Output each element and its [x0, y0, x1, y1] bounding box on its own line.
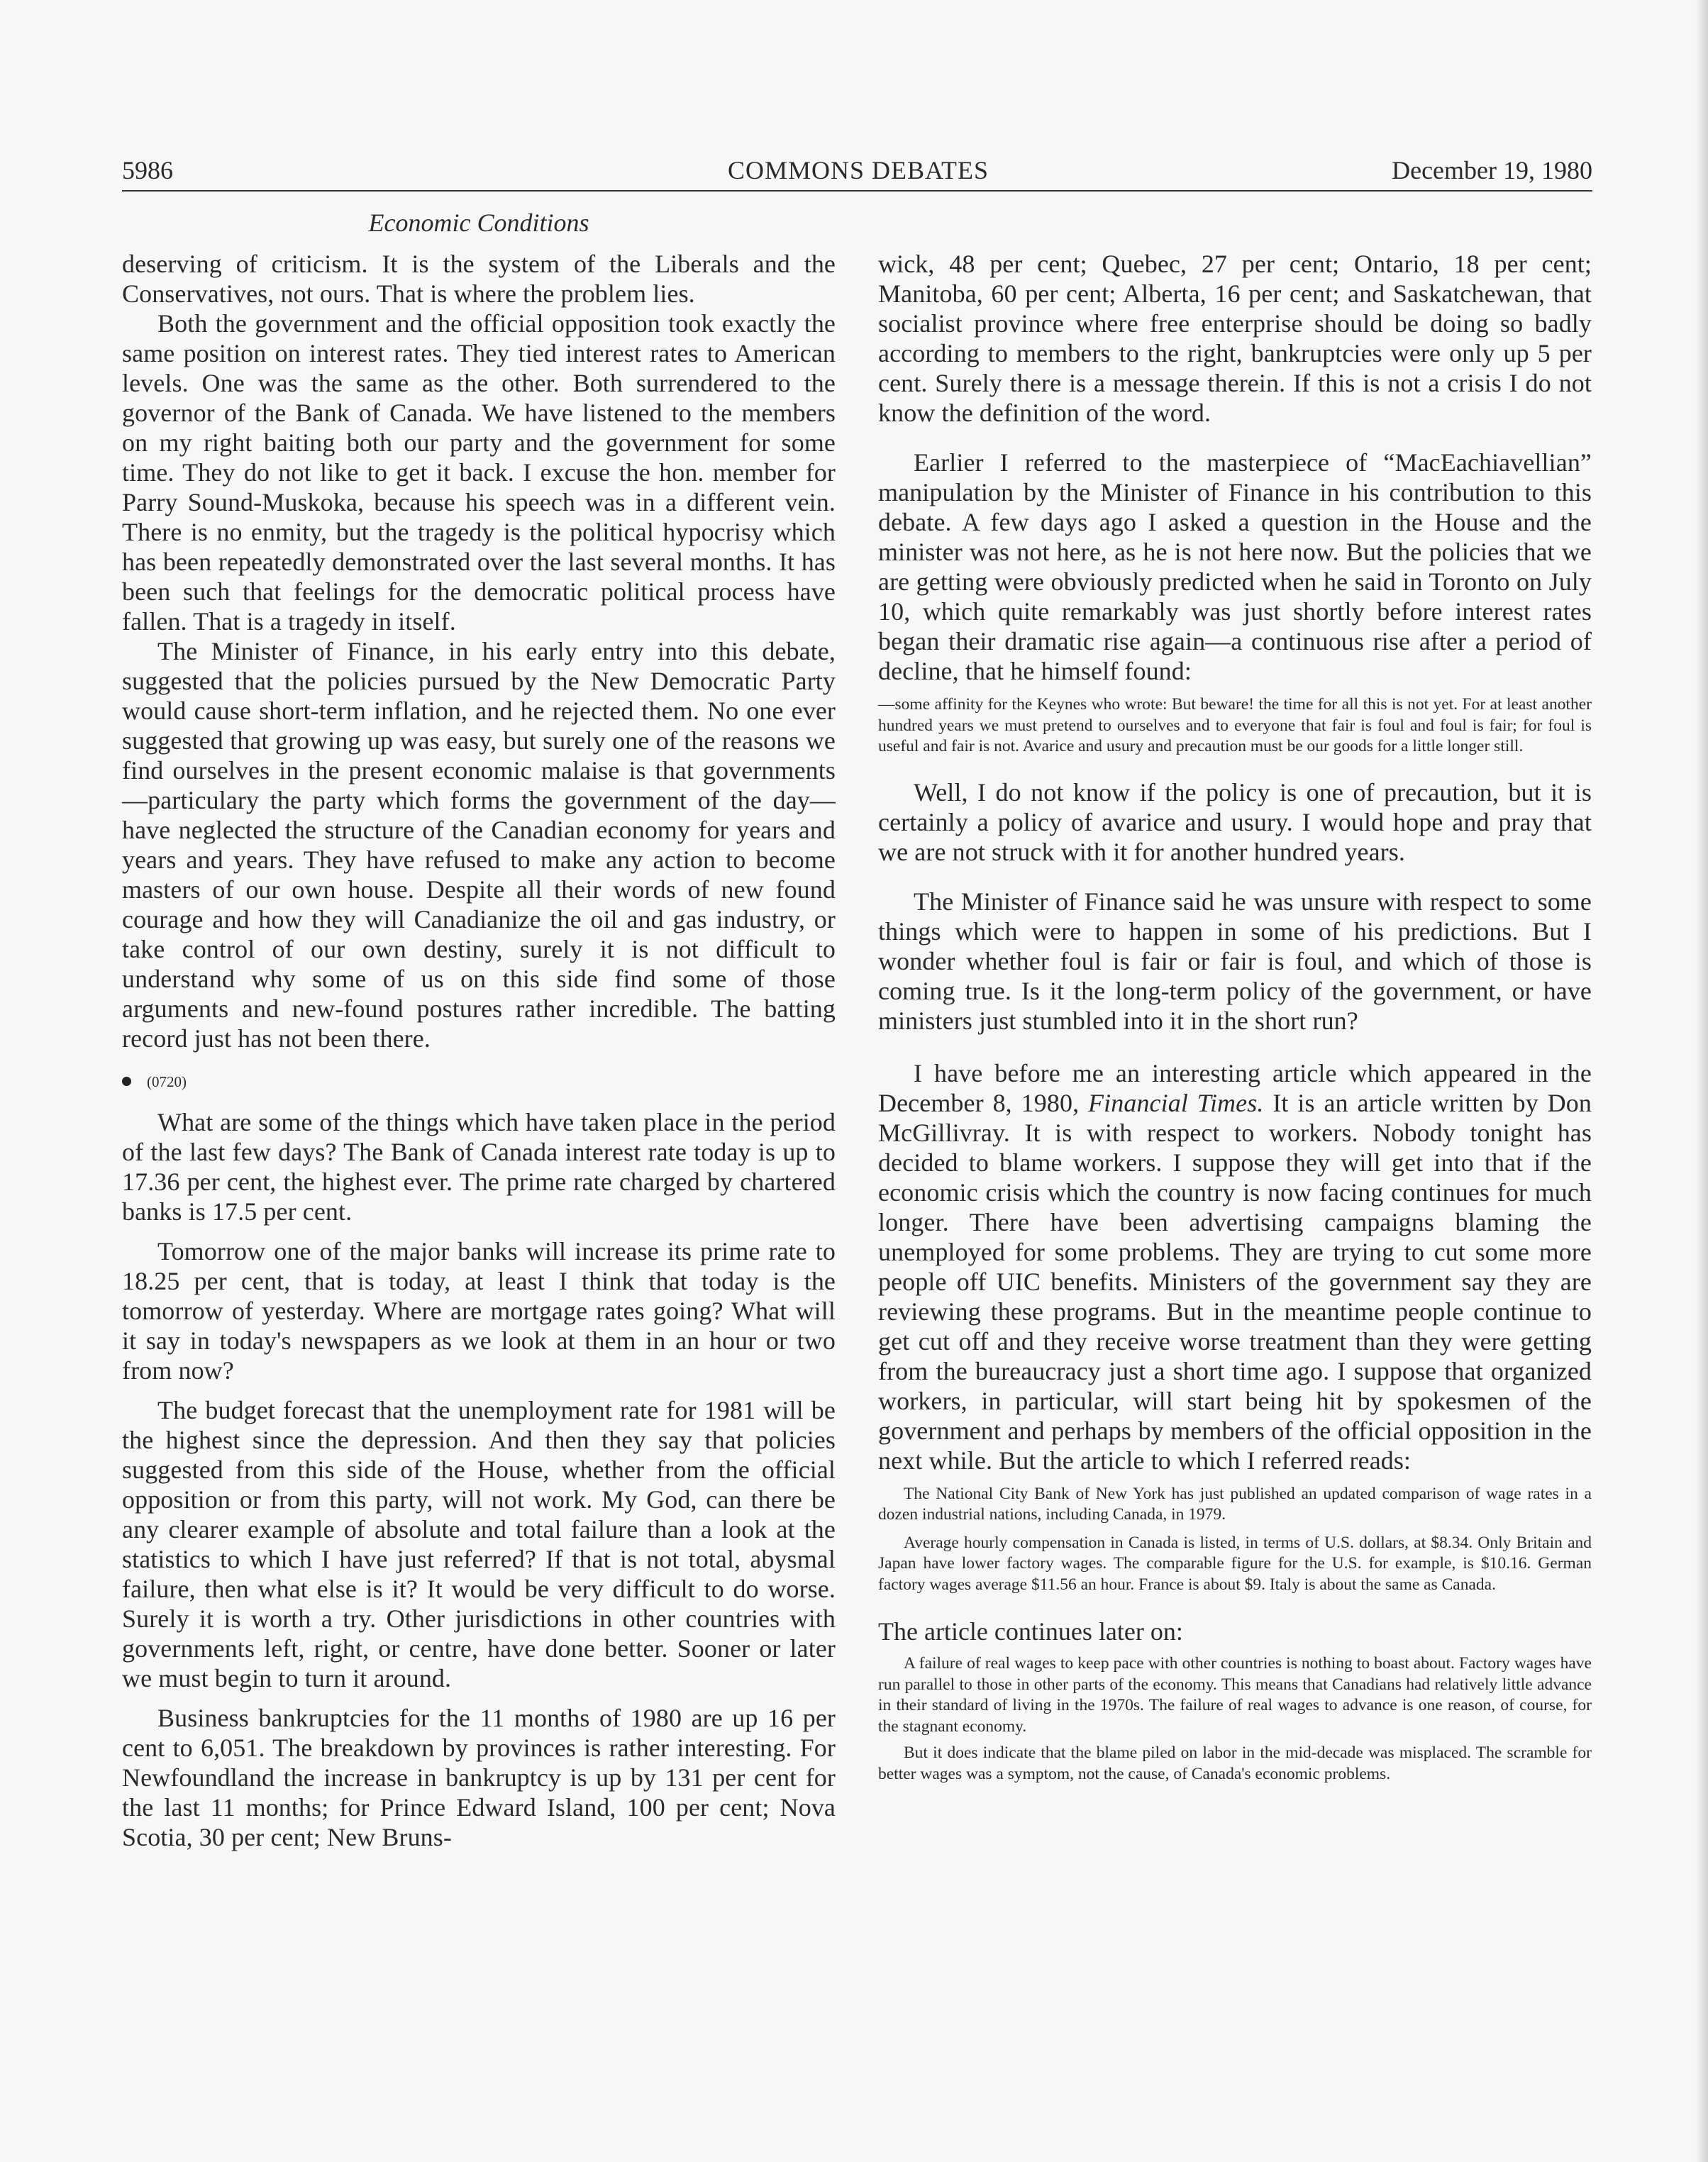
paragraph: Earlier I referred to the masterpiece of “MacEachiavellian” manipulation by the Minister of Finance in his contribution to this debate. A few days ago I asked a question in the House and the minister was not here, as he is not here now. But the policies that we are getting were obviously predicted when he said in Toronto on July 10, which quite remarkably was just shortly before interest rates began their dramatic rise again—a continuous rise after a period of decline, that he himself found:: [878, 448, 1592, 685]
block-quote: The National City Bank of New York has just published an updated comparison of wage rates in a dozen industrial nations, including Canada, in 1979.: [878, 1484, 1592, 1524]
right-column: [878, 249, 1592, 1785]
bullet-icon: [122, 1077, 131, 1086]
paragraph: Both the government and the official opposition took exactly the same position on interest rates. They tied interest rates to American levels. One was the same as the other. Both surrendered to the governor of the Bank of Canada. We have listened to the members on my right baiting both our party and the government for some time. They do not like to get it back. I excuse the hon. member for Parry Sound-Muskoka, because his speech was in a different vein. There is no enmity, but the tragedy is the political hypocrisy which has been repeatedly demonstrated over the last several months. It has been such that feelings for the democratic political process have fallen. That is a tragedy in itself.: [122, 309, 836, 636]
paragraph: wick, 48 per cent; Quebec, 27 per cent; Ontario, 18 per cent; Manitoba, 60 per cent; Alberta, 16 per cent; and Saskatchewan, that socialist province where free enterprise should be doing so badly according to members to the right, bankruptcies were only up 5 per cent. Surely there is a message therein. If this is not a crisis I do not know the definition of the word.: [878, 250, 1592, 427]
paragraph-text: I have before me an interesting article which appeared in the December 8, 1980,: [878, 1058, 1592, 1117]
paragraph: The article continues later on:: [878, 1617, 1183, 1646]
block-quote: —some affinity for the Keynes who wrote: But beware! the time for all this is not yet. For at least another hundred years we must pretend to ourselves and to everyone that fair is foul and foul is fair; for foul is useful and fair is not. Avarice and usury and precaution must be our goods for a little longer still.: [878, 695, 1592, 755]
paragraph: The budget forecast that the unemployment rate for 1981 will be the highest since the depression. And then they say that policies suggested from this side of the House, whether from the official opposition or from this party, will not work. My God, can there be any clearer example of absolute and total failure than a look at the statistics to which I have just referred? If that is not total, abysmal failure, then what else is it? It would be very difficult to do worse. Surely it is worth a try. Other jurisdictions in other countries with governments left, right, or centre, have done better. Sooner or later we must begin to turn it around.: [122, 1396, 836, 1692]
paragraph: Tomorrow one of the major banks will increase its prime rate to 18.25 per cent, that is today, at least I think that today is the tomorrow of yesterday. Where are mortgage rates going? What will it say in today's newspapers as we look at them in an hour or two from now?: [122, 1237, 836, 1385]
paragraph: [878, 1058, 1592, 1475]
left-column: [122, 249, 836, 1852]
timestamp-marker: [122, 1072, 836, 1092]
header-rule: [122, 190, 1592, 192]
publication-name: Financial Times.: [1088, 1088, 1264, 1117]
paragraph: The Minister of Finance, in his early entry into this debate, suggested that the policies pursued by the New Democratic Party would cause short-term inflation, and he rejected them. No one ever suggested that growing up was easy, but surely one of the reasons we find ourselves in the present economic malaise is that governments—particulary the party which forms the government of the day—have neglected the structure of the Canadian economy for years and years and years. They have refused to make any action to become masters of our own house. Despite all their words of new found courage and how they will Canadianize the oil and gas industry, or take control of our own destiny, surely it is not difficult to understand why some of us on this side find some of those arguments and new-found postures rather incredible. The batting record just has not been there.: [122, 637, 836, 1053]
page-edge-shadow: [1695, 0, 1708, 2162]
paragraph: What are some of the things which have taken place in the period of the last few days? The Bank of Canada interest rate today is up to 17.36 per cent, the highest ever. The prime rate charged by chartered banks is 17.5 per cent.: [122, 1108, 836, 1226]
paragraph: The Minister of Finance said he was unsure with respect to some things which were to happen in some of his predictions. But I wonder whether foul is fair or fair is foul, and which of those is coming true. Is it the long-term policy of the government, or have ministers just stumbled into it in the short run?: [878, 887, 1592, 1035]
page-date: December 19, 1980: [1392, 156, 1592, 184]
paragraph-text: It is an article written by Don McGillivray. It is with respect to workers. Nobody tonight has decided to blame workers. I suppose they will get into that if the economic crisis which the country is now facing continues for much longer. There have been advertising campaigns blaming the unemployed for some problems. They are trying to cut some more people off UIC benefits. Ministers of the government say they are reviewing these programs. But in the meantime people continue to get cut off and they receive worse treatment than they were getting from the bureaucracy just a short time ago. I suppose that organized workers, in particular, will start being hit by spokesmen of the government and perhaps by members of the official opposition in the next while. But the article to which I referred reads:: [878, 1088, 1592, 1475]
block-quote: A failure of real wages to keep pace with other countries is nothing to boast about. Factory wages have run parallel to those in other parts of the economy. This means that Canadians had relatively little advance in their standard of living in the 1970s. The failure of real wages to advance is one reason, of course, for the stagnant economy.: [878, 1654, 1592, 1736]
page-number: 5986: [122, 156, 173, 184]
timestamp-text: (0720): [147, 1073, 187, 1090]
paragraph: Business bankruptcies for the 11 months of 1980 are up 16 per cent to 6,051. The breakdown by provinces is rather interesting. For Newfoundland the increase in bankruptcy is up by 131 per cent for the last 11 months; for Prince Edward Island, 100 per cent; Nova Scotia, 30 per cent; New Bruns-: [122, 1704, 836, 1851]
block-quote: But it does indicate that the blame piled on labor in the mid-decade was misplaced. The scramble for better wages was a symptom, not the cause, of Canada's economic problems.: [878, 1744, 1592, 1783]
paragraph: deserving of criticism. It is the system of the Liberals and the Conservatives, not ours. That is where the problem lies.: [122, 250, 836, 308]
section-subheading: Economic Conditions: [368, 209, 589, 237]
block-quote: Average hourly compensation in Canada is listed, in terms of U.S. dollars, at $8.34. Only Britain and Japan have lower factory wages. The comparable figure for the U.S. for example, is $10.16. German factory wages average $11.56 an hour. France is about $9. Italy is about the same as Canada.: [878, 1533, 1592, 1594]
publication-title: COMMONS DEBATES: [727, 156, 989, 184]
paragraph: Well, I do not know if the policy is one of precaution, but it is certainly a policy of avarice and usury. I would hope and pray that we are not struck with it for another hundred years.: [878, 777, 1592, 866]
